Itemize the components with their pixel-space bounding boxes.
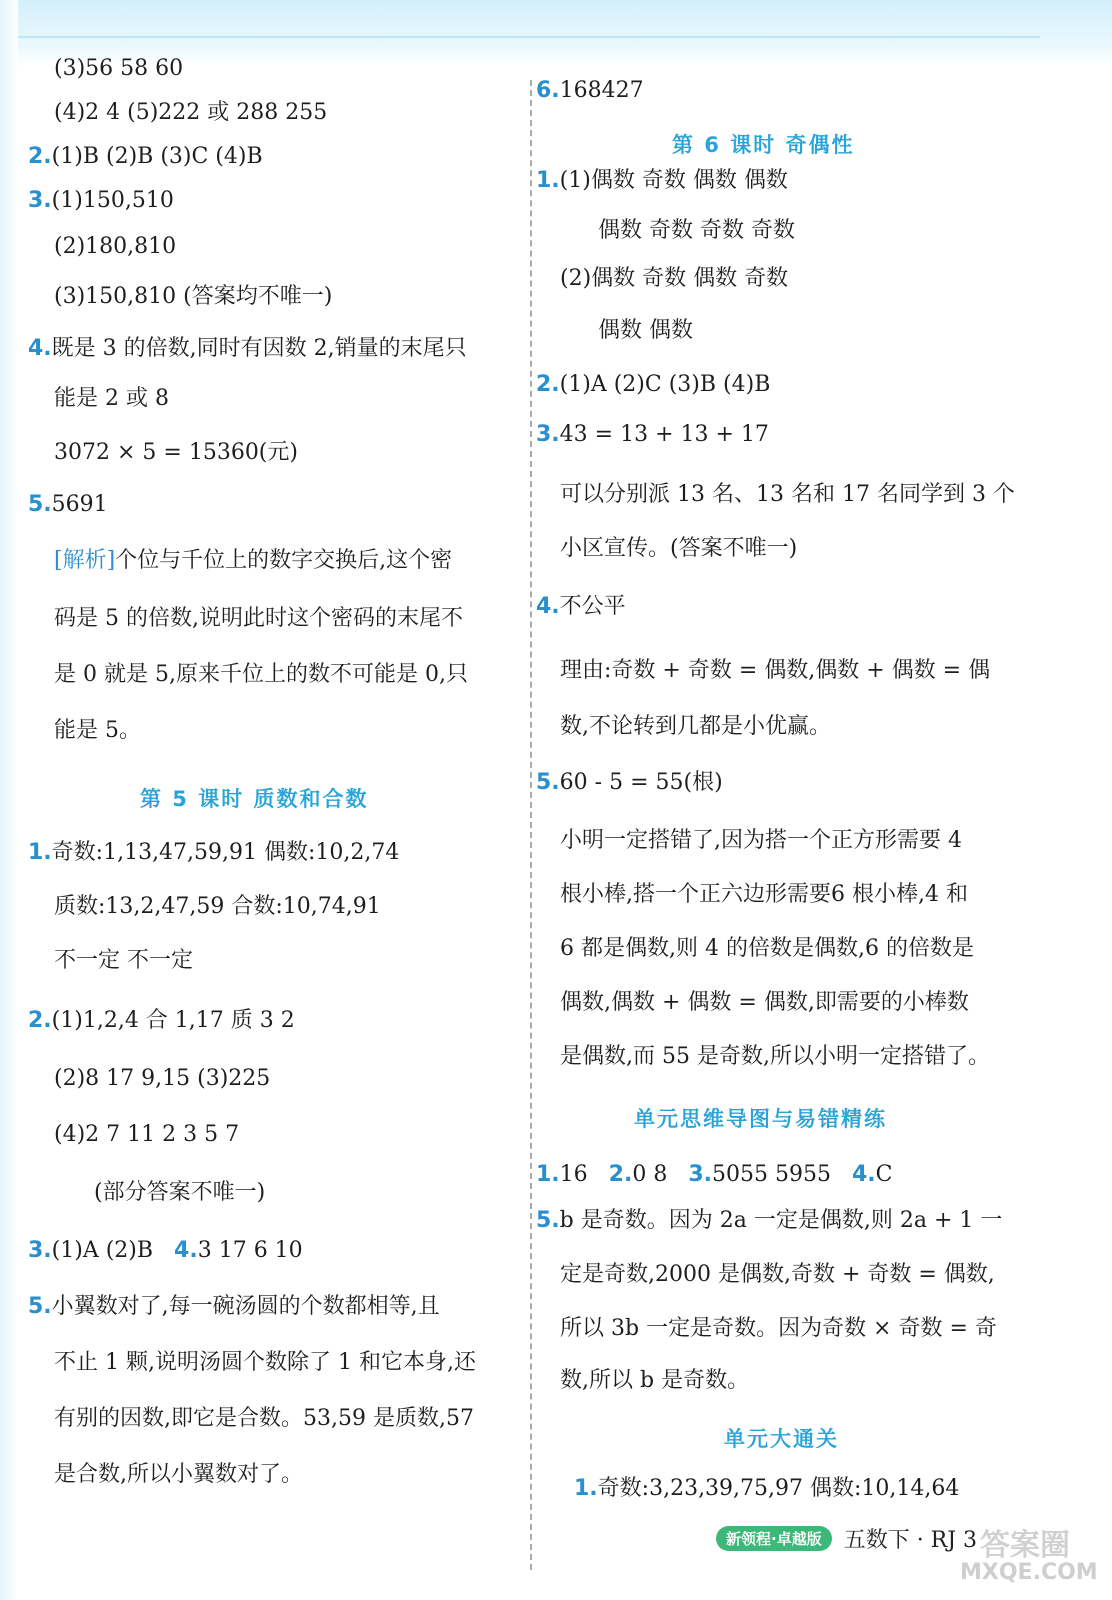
answer-text: (1)A (2)B (51, 1238, 154, 1263)
mindmap-questions-1-4 (536, 1160, 893, 1190)
analysis-line: 能是 5。 (54, 718, 141, 743)
unit-question-1 (574, 1474, 959, 1504)
series-badge: 新领程·卓越版 (716, 1526, 832, 1551)
question-number: 1. (574, 1476, 598, 1501)
answer-line: 是合数,所以小翼数对了。 (54, 1462, 303, 1487)
answer-line: (4)2 7 11 2 3 5 7 (54, 1122, 240, 1147)
answer-line: 是偶数,而 55 是奇数,所以小明一定搭错了。 (560, 1044, 990, 1069)
answer-line: 可以分别派 13 名、13 名和 17 名同学到 3 个 (560, 482, 1015, 507)
answer-line: (4)2 4 (5)222 或 288 255 (54, 100, 328, 125)
question-number: 4. (28, 336, 52, 361)
answer-line: (3)56 58 60 (54, 56, 184, 81)
analysis-text: 个位与千位上的数字交换后,这个密 (115, 548, 453, 573)
answer-line: 数,不论转到几都是小优赢。 (560, 714, 831, 739)
answer-text: 5691 (51, 492, 108, 517)
answer-text: (1)偶数 奇数 偶数 偶数 (559, 168, 788, 193)
question-number: 5. (28, 492, 52, 517)
analysis (54, 546, 452, 576)
answer-text: (1)A (2)C (3)B (4)B (559, 372, 771, 397)
question-number: 4. (852, 1162, 876, 1187)
watermark-logo: 答案圈 (980, 1528, 1070, 1563)
question-number: 4. (536, 594, 560, 619)
lesson6-question-1 (536, 166, 788, 196)
question-number: 6. (536, 78, 560, 103)
answer-text: 16 (559, 1162, 588, 1187)
question-number: 2. (536, 372, 560, 397)
answer-line: (2)偶数 奇数 偶数 奇数 (560, 266, 789, 291)
answer-text: 既是 3 的倍数,同时有因数 2,销量的末尾只 (51, 336, 467, 361)
question-number: 3. (536, 422, 560, 447)
question-number: 4. (174, 1238, 198, 1263)
answer-line: 能是 2 或 8 (54, 386, 169, 411)
answer-text: 168427 (559, 78, 644, 103)
answer-text: b 是奇数。因为 2a 一定是偶数,则 2a + 1 一 (559, 1208, 1003, 1233)
answer-text: 小翼数对了,每一碗汤圆的个数都相等,且 (51, 1294, 440, 1319)
lesson6-question-4 (536, 592, 626, 622)
answer-line: 偶数 奇数 奇数 奇数 (598, 218, 795, 243)
question-number: 1. (536, 1162, 560, 1187)
question-number: 3. (28, 188, 52, 213)
answer-text: 5055 5955 (712, 1162, 831, 1187)
answer-text: C (875, 1162, 893, 1187)
analysis-line: 是 0 就是 5,原来千位上的数不可能是 0,只 (54, 662, 468, 687)
answer-line: 不止 1 颗,说明汤圆个数除了 1 和它本身,还 (54, 1350, 476, 1375)
section-heading-lesson-5: 第 5 课时 质数和合数 (140, 787, 369, 811)
answer-line: 理由:奇数 + 奇数 = 偶数,偶数 + 偶数 = 偶 (560, 658, 991, 683)
answer-text: 奇数:3,23,39,75,97 偶数:10,14,64 (597, 1476, 960, 1501)
answer-line: (2)8 17 9,15 (3)225 (54, 1066, 271, 1091)
question-3 (28, 186, 174, 216)
answer-line: 偶数 偶数 (598, 318, 693, 343)
answer-line: 偶数,偶数 + 偶数 = 偶数,即需要的小棒数 (560, 990, 969, 1015)
answer-line: 数,所以 b 是奇数。 (560, 1368, 750, 1393)
answer-text: 0 8 (632, 1162, 668, 1187)
answer-line: 不一定 不一定 (54, 948, 193, 973)
lesson5-question-5 (28, 1292, 440, 1322)
answer-line: 质数:13,2,47,59 合数:10,74,91 (54, 894, 381, 919)
answer-text: 60 - 5 = 55(根) (559, 770, 723, 795)
top-rule (0, 36, 1040, 38)
question-6 (536, 76, 644, 106)
question-number: 2. (28, 1008, 52, 1033)
answer-line: (2)180,810 (54, 234, 177, 259)
answer-line: (3)150,810 (答案均不唯一) (54, 284, 333, 309)
question-number: 3. (688, 1162, 713, 1187)
answer-text: (1)1,2,4 合 1,17 质 3 2 (51, 1008, 295, 1033)
answer-line: 所以 3b 一定是奇数。因为奇数 × 奇数 = 奇 (560, 1316, 997, 1341)
answer-line: 小区宣传。(答案不唯一) (560, 536, 798, 561)
answer-text: (1)150,510 (51, 188, 174, 213)
watermark-url: MXQE.COM (960, 1560, 1098, 1585)
answer-text: 43 = 13 + 13 + 17 (559, 422, 769, 447)
question-number: 3. (28, 1238, 52, 1263)
question-number: 2. (28, 144, 52, 169)
answer-line: 有别的因数,即它是合数。53,59 是质数,57 (54, 1406, 474, 1431)
analysis-line: 码是 5 的倍数,说明此时这个密码的末尾不 (54, 606, 463, 631)
lesson5-question-3-4 (28, 1236, 303, 1266)
lesson5-question-2 (28, 1006, 295, 1036)
section-heading-unit-review: 单元大通关 (724, 1427, 839, 1451)
answer-line: 定是奇数,2000 是偶数,奇数 + 奇数 = 偶数, (560, 1262, 995, 1287)
question-number: 5. (536, 770, 560, 795)
question-number: 2. (608, 1162, 633, 1187)
answer-line: 根小棒,搭一个正六边形需要6 根小棒,4 和 (560, 882, 968, 907)
page-info: 五数下 · RJ 3 (843, 1527, 978, 1553)
lesson6-question-5 (536, 768, 723, 798)
section-heading-lesson-6: 第 6 课时 奇偶性 (672, 133, 855, 157)
page-footer (716, 1518, 977, 1558)
mindmap-question-5 (536, 1206, 1002, 1236)
question-5 (28, 490, 108, 520)
answer-note: (部分答案不唯一) (94, 1180, 266, 1205)
answer-line: 小明一定搭错了,因为搭一个正方形需要 4 (560, 828, 962, 853)
question-2 (28, 142, 263, 172)
answer-line: 6 都是偶数,则 4 的倍数是偶数,6 的倍数是 (560, 936, 974, 961)
column-separator (530, 80, 532, 1570)
section-heading-mind-map: 单元思维导图与易错精练 (634, 1107, 887, 1131)
question-number: 5. (28, 1294, 52, 1319)
question-number: 5. (536, 1208, 560, 1233)
answer-text: 不公平 (559, 594, 626, 619)
question-number: 1. (28, 840, 52, 865)
analysis-tag: [解析] (54, 548, 116, 573)
lesson5-question-1 (28, 838, 399, 868)
answer-text: (1)B (2)B (3)C (4)B (51, 144, 263, 169)
answer-text: 3 17 6 10 (197, 1238, 303, 1263)
question-4 (28, 334, 467, 364)
answer-line: 3072 × 5 = 15360(元) (54, 440, 298, 465)
lesson6-question-3 (536, 420, 769, 450)
left-band (0, 0, 18, 1600)
question-number: 1. (536, 168, 560, 193)
lesson6-question-2 (536, 370, 770, 400)
answer-text: 奇数:1,13,47,59,91 偶数:10,2,74 (51, 840, 400, 865)
